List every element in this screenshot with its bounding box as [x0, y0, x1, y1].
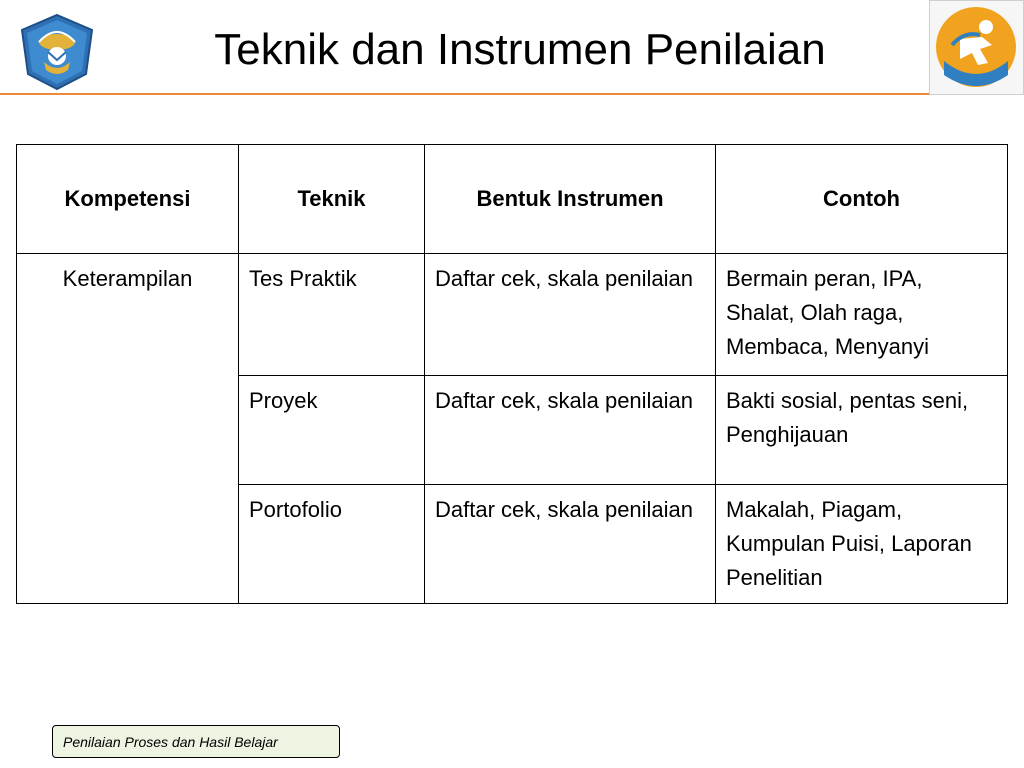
header-teknik: Teknik [239, 145, 425, 254]
instrumen-cell: Daftar cek, skala penilaian [425, 485, 716, 604]
header-kompetensi: Kompetensi [17, 145, 239, 254]
tut-wuri-handayani-emblem-icon [18, 12, 96, 92]
instrumen-cell: Daftar cek, skala penilaian [425, 376, 716, 485]
footer-text: Penilaian Proses dan Hasil Belajar [63, 733, 278, 750]
slide-title: Teknik dan Instrumen Penilaian [214, 25, 826, 74]
header-bentuk-instrumen: Bentuk Instrumen [425, 145, 716, 254]
header-contoh: Contoh [716, 145, 1008, 254]
title-divider [0, 93, 930, 95]
contoh-cell: Bakti sosial, pentas seni, Penghijauan [716, 376, 1008, 485]
table-header-row [17, 145, 1008, 254]
instrumen-cell: Daftar cek, skala penilaian [425, 254, 716, 376]
teknik-cell: Proyek [239, 376, 425, 485]
contoh-cell: Makalah, Piagam, Kumpulan Puisi, Laporan Penelitian [716, 485, 1008, 604]
teknik-cell: Portofolio [239, 485, 425, 604]
assessment-table [16, 144, 1008, 604]
teknik-cell: Tes Praktik [239, 254, 425, 376]
contoh-cell: Bermain peran, IPA, Shalat, Olah raga, Membaca, Menyanyi [716, 254, 1008, 376]
kurikulum-2013-logo-icon [929, 0, 1024, 95]
table-row [17, 254, 1008, 376]
competency-cell: Keterampilan [17, 254, 239, 604]
footer-label [52, 725, 340, 758]
